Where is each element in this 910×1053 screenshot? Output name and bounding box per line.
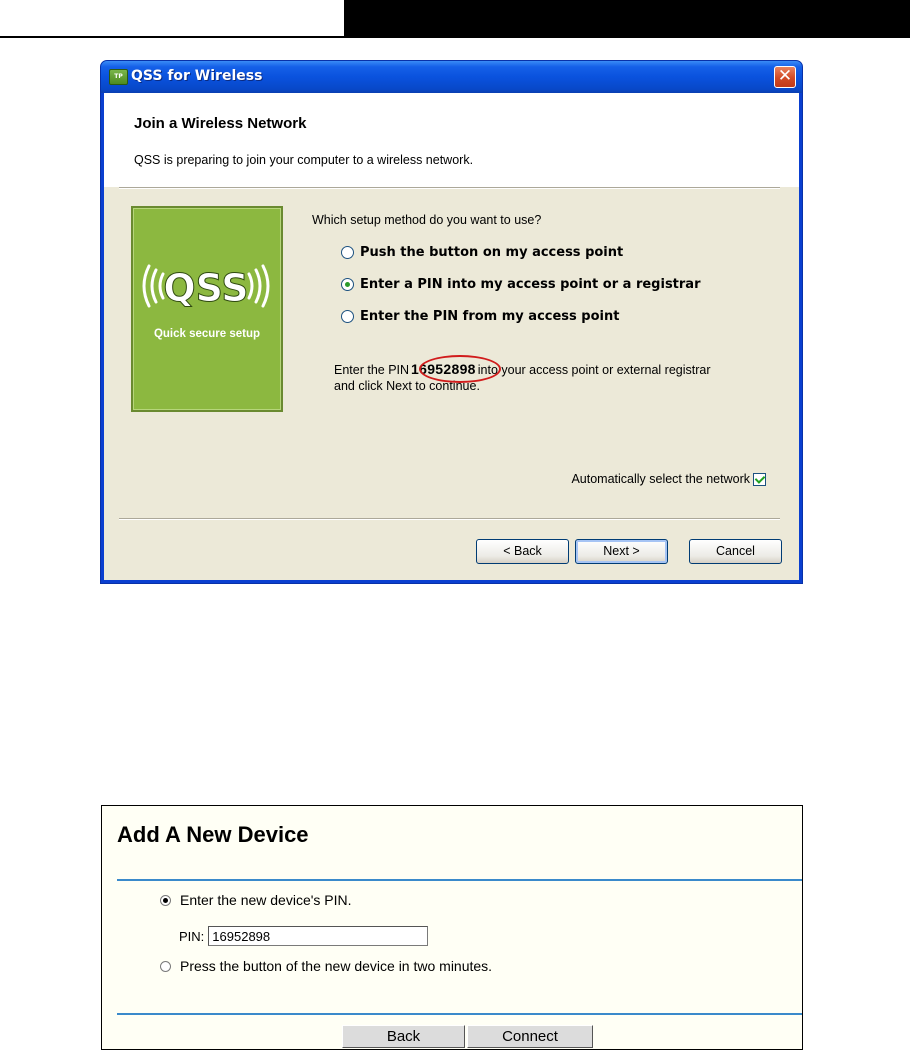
setup-question: Which setup method do you want to use? xyxy=(312,213,542,227)
qss-logo-panel xyxy=(131,206,283,412)
qss-wave-icon xyxy=(133,256,279,316)
radio-push-button[interactable] xyxy=(341,246,354,259)
qss-dialog xyxy=(100,60,803,584)
radio-pin-from-ap[interactable] xyxy=(341,310,354,323)
auto-select-label: Automatically select the network xyxy=(571,472,750,486)
qss-caption: Quick secure setup xyxy=(153,328,261,340)
pin-highlight-circle xyxy=(419,355,501,383)
option-enter-pin[interactable] xyxy=(341,275,701,293)
radio-enter-device-pin[interactable] xyxy=(160,895,171,906)
pin-prefix: Enter the PIN xyxy=(334,363,410,377)
option-label: Enter the PIN from my access point xyxy=(360,308,620,324)
pin-code: 16952898 xyxy=(411,361,476,377)
option-label: Enter the new device's PIN. xyxy=(180,892,352,908)
option-press-button[interactable] xyxy=(160,958,492,974)
option-label: Push the button on my access point xyxy=(360,244,624,260)
header-separator xyxy=(119,187,780,189)
footer-separator xyxy=(119,518,780,520)
pin-instructions xyxy=(334,361,711,394)
wizard-header xyxy=(104,93,799,187)
pin-instructions-line2: and click Next to continue. xyxy=(334,379,480,393)
web-back-button[interactable]: Back xyxy=(342,1025,465,1048)
option-enter-device-pin[interactable] xyxy=(160,892,352,908)
option-pin-from-ap[interactable] xyxy=(341,307,619,325)
panel-title: Add A New Device xyxy=(117,822,309,847)
page-header-band xyxy=(344,0,910,38)
option-push-button[interactable] xyxy=(341,243,623,261)
dialog-title: QSS for Wireless xyxy=(131,68,263,84)
auto-select-row[interactable] xyxy=(571,472,766,486)
add-device-panel xyxy=(101,805,803,1050)
pin-field-label: PIN: xyxy=(179,928,205,944)
wizard-subheading: QSS is preparing to join your computer to a wireless network. xyxy=(134,153,474,167)
radio-enter-pin[interactable] xyxy=(341,278,354,291)
dialog-body xyxy=(104,93,799,580)
wizard-heading: Join a Wireless Network xyxy=(134,115,307,132)
footer-divider xyxy=(117,1013,802,1015)
close-icon: ✕ xyxy=(777,66,793,86)
back-button[interactable]: < Back xyxy=(476,539,569,564)
app-icon: TP xyxy=(109,69,128,85)
page-header-rule xyxy=(0,36,344,38)
auto-select-checkbox[interactable] xyxy=(753,473,766,486)
connect-button[interactable]: Connect xyxy=(467,1025,593,1048)
title-divider xyxy=(117,879,802,881)
pin-field-row xyxy=(179,926,428,946)
close-button[interactable] xyxy=(774,66,796,88)
dialog-titlebar[interactable] xyxy=(101,61,802,93)
qss-logo-text: QSS xyxy=(163,266,249,310)
cancel-button[interactable]: Cancel xyxy=(689,539,782,564)
pin-input[interactable] xyxy=(208,926,428,946)
pin-suffix: into your access point or external registrar xyxy=(477,363,711,377)
radio-press-button[interactable] xyxy=(160,961,171,972)
option-label: Press the button of the new device in two minutes. xyxy=(180,958,493,974)
option-label: Enter a PIN into my access point or a registrar xyxy=(360,276,701,292)
next-button[interactable]: Next > xyxy=(575,539,668,564)
